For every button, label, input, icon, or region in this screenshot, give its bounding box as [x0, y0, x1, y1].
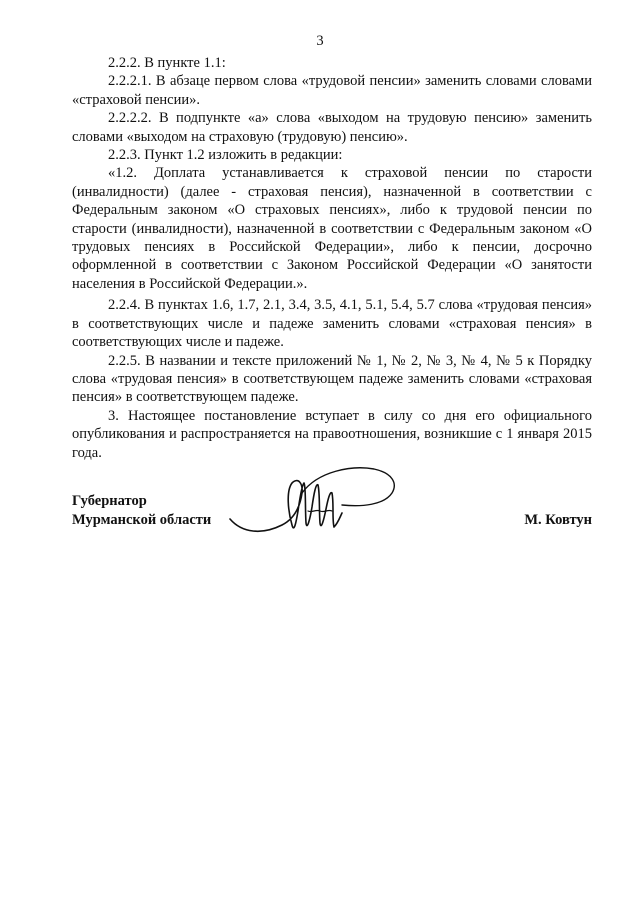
paragraph-1-2-quote: «1.2. Доплата устанавливается к страховой пенсии по старости (инвалидности) (далее - страховая пенсия), назначенной в соответствии с Федеральным законом «О страховых пенсиях», либо к трудовой пенсии по старости (инвалидности), назначенной в соответствии с Федеральным законом «О трудовых пенсиях в Российской Федерации», либо к пенсии, досрочно оформленной в соответствии с Законом Российской Федерации «О занятости населения в Российской Федерации.». — [72, 165, 592, 292]
signature-block — [72, 488, 592, 548]
paragraph-2-2-2-1: 2.2.2.1. В абзаце первом слова «трудовой пенсии» заменить словами словами «страховой пенсии». — [72, 73, 592, 108]
signatory-name: М. Ковтун — [524, 512, 592, 528]
signatory-title-line-2: Мурманской области — [72, 512, 212, 528]
paragraph-3: 3. Настоящее постановление вступает в силу со дня его официального опубликования и распространяется на правоотношения, возникшие с 1 января 2015 года. — [72, 407, 592, 461]
paragraph-2-2-2: 2.2.2. В пункте 1.1: — [108, 55, 226, 71]
signatory-title-line-1: Губернатор — [72, 493, 147, 509]
page-number: 3 — [316, 33, 324, 49]
paragraph-2-2-4: 2.2.4. В пунктах 1.6, 1.7, 2.1, 3.4, 3.5, 4.1, 5.1, 5.4, 5.7 слова «трудовая пенсия» в соответствующих числе и падеже заменить словами «страховая пенсия» в соответствующих числе и падеже. — [72, 297, 592, 351]
paragraph-2-2-3: 2.2.3. Пункт 1.2 изложить в редакции: — [108, 147, 343, 164]
handwritten-signature — [222, 463, 402, 553]
signatory-title — [72, 492, 211, 530]
paragraph-2-2-2-2: 2.2.2.2. В подпункте «а» слова «выходом на трудовую пенсию» заменить словами «выходом на страховую (трудовую) пенсию». — [72, 110, 592, 145]
paragraph-2-2-5: 2.2.5. В названии и тексте приложений № 1, № 2, № 3, № 4, № 5 к Порядку слова «трудовая пенсия» в соответствующем падеже заменить словами «страховая пенсия» в соответствующем падеже. — [72, 352, 592, 406]
document-body — [72, 54, 592, 462]
